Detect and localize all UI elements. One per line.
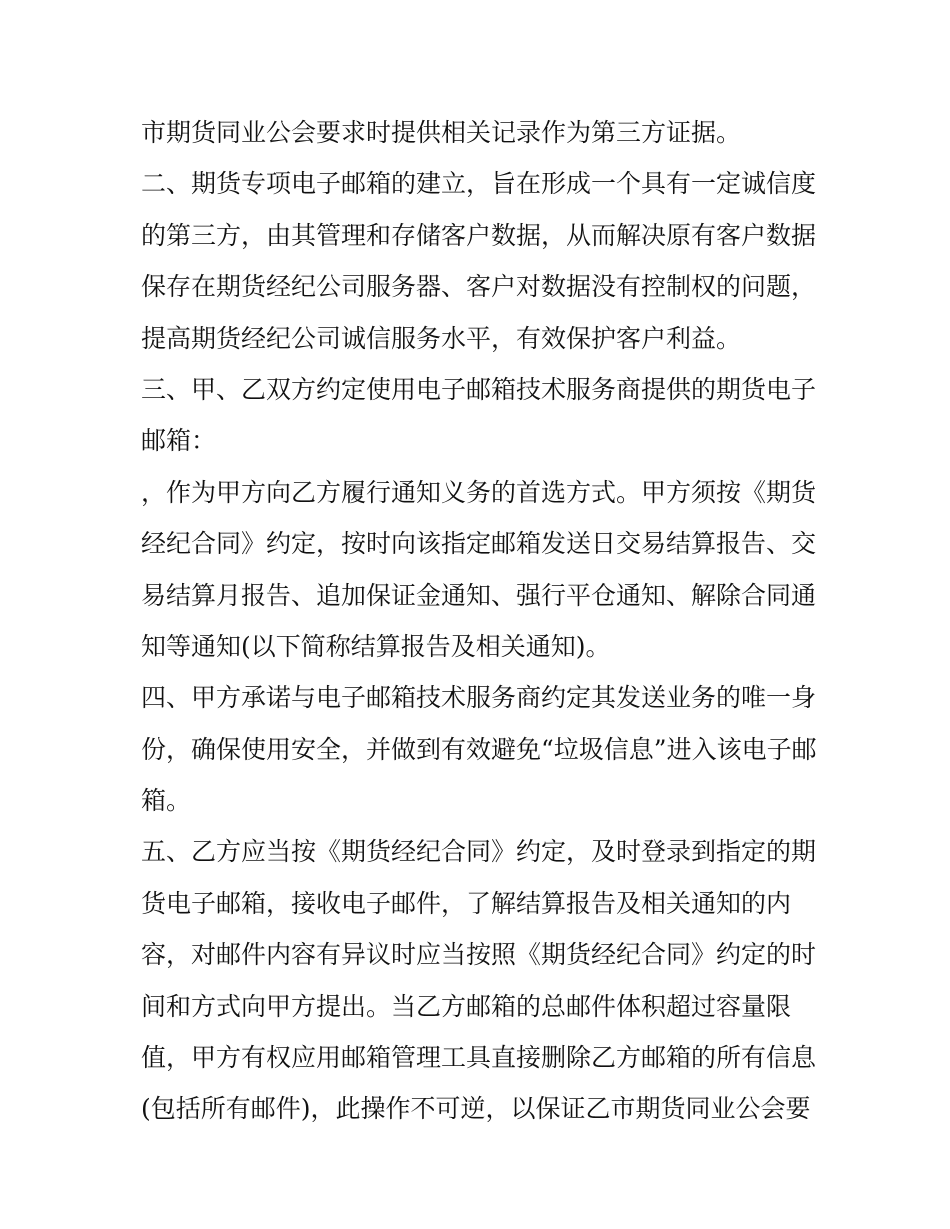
text-line: 邮箱： bbox=[141, 426, 217, 456]
text-line: 间和方式向甲方提出。当乙方邮箱的总邮件体积超过容量限 bbox=[141, 991, 792, 1021]
text-line: 五、乙方应当按《期货经纪合同》约定，及时登录到指定的期 bbox=[141, 837, 817, 867]
text-line: 知等通知(以下简称结算报告及相关通知)。 bbox=[141, 631, 611, 661]
text-line: 箱。 bbox=[141, 786, 192, 816]
text-line: 三、甲、乙双方约定使用电子邮箱技术服务商提供的期货电子 bbox=[141, 374, 817, 404]
text-line: 市期货同业公会要求时提供相关记录作为第三方证据。 bbox=[141, 118, 742, 147]
text-line: 提高期货经纪公司诚信服务水平，有效保护客户利益。 bbox=[141, 323, 742, 353]
text-line: 份，确保使用安全，并做到有效避免“垃圾信息”进入该电子邮 bbox=[141, 734, 817, 764]
text-line: 的第三方，由其管理和存储客户数据，从而解决原有客户数据 bbox=[141, 220, 817, 250]
text-line: 值，甲方有权应用邮箱管理工具直接删除乙方邮箱的所有信息 bbox=[141, 1043, 817, 1073]
text-line: ，作为甲方向乙方履行通知义务的首选方式。甲方须按《期货 bbox=[141, 477, 817, 507]
text-line: 经纪合同》约定，按时向该指定邮箱发送日交易结算报告、交 bbox=[141, 529, 817, 559]
text-line: 容，对邮件内容有异议时应当按照《期货经纪合同》约定的时 bbox=[141, 940, 817, 970]
text-line: (包括所有邮件)，此操作不可逆，以保证乙市期货同业公会要 bbox=[141, 1094, 811, 1124]
document-body bbox=[141, 107, 821, 1135]
text-line: 保存在期货经纪公司服务器、客户对数据没有控制权的问题， bbox=[141, 272, 817, 302]
text-line: 四、甲方承诺与电子邮箱技术服务商约定其发送业务的唯一身 bbox=[141, 683, 817, 713]
text-line: 二、期货专项电子邮箱的建立，旨在形成一个具有一定诚信度 bbox=[141, 169, 817, 199]
text-line: 货电子邮箱，接收电子邮件，了解结算报告及相关通知的内 bbox=[141, 888, 792, 918]
text-line: 易结算月报告、追加保证金通知、强行平仓通知、解除合同通 bbox=[141, 580, 817, 610]
